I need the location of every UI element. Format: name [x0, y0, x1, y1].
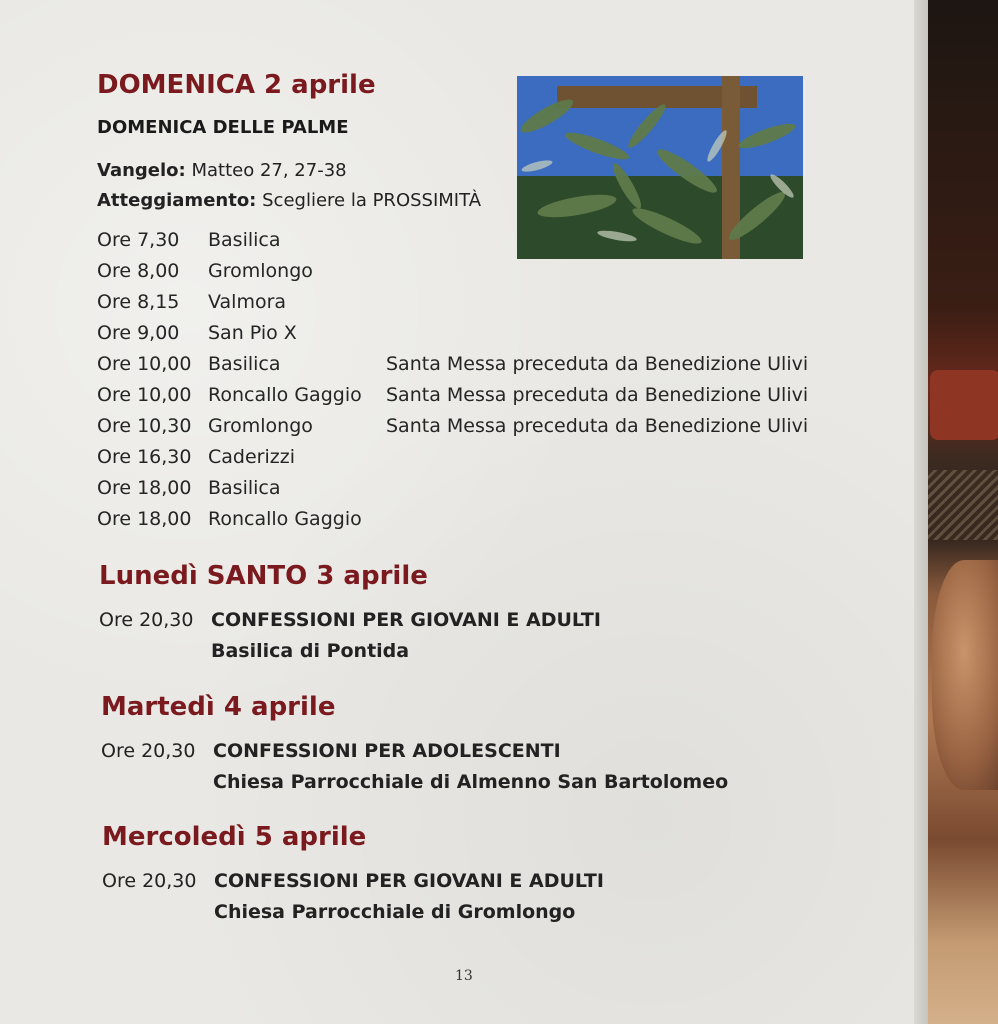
day3-time: Ore 20,30	[101, 740, 196, 762]
schedule-place: Basilica	[208, 229, 281, 251]
painting-crown-of-thorns	[928, 470, 998, 540]
atteggiamento-line	[97, 190, 481, 211]
schedule-time: Ore 16,30	[97, 446, 192, 468]
schedule-place: San Pio X	[208, 322, 297, 344]
day4-place: Chiesa Parrocchiale di Gromlongo	[214, 901, 576, 923]
vangelo-value: Matteo 27, 27-38	[191, 160, 347, 181]
day4-time: Ore 20,30	[102, 870, 197, 892]
vangelo-line	[97, 160, 347, 181]
vangelo-label: Vangelo:	[97, 160, 186, 181]
schedule-time: Ore 10,00	[97, 353, 192, 375]
day2-heading: Lunedì SANTO 3 aprile	[99, 561, 428, 591]
schedule-place: Roncallo Gaggio	[208, 508, 362, 530]
atteggiamento-label: Atteggiamento:	[97, 190, 257, 211]
schedule-time: Ore 8,15	[97, 291, 180, 313]
day3-title: CONFESSIONI PER ADOLESCENTI	[213, 740, 561, 762]
schedule-place: Roncallo Gaggio	[208, 384, 362, 406]
schedule-time: Ore 10,00	[97, 384, 192, 406]
day4-heading: Mercoledì 5 aprile	[102, 822, 367, 852]
schedule-place: Valmora	[208, 291, 287, 313]
day1-heading: DOMENICA 2 aprile	[97, 70, 376, 100]
schedule-place: Gromlongo	[208, 260, 313, 282]
schedule-place: Basilica	[208, 353, 281, 375]
schedule-place: Basilica	[208, 477, 281, 499]
schedule-place: Gromlongo	[208, 415, 313, 437]
schedule-time: Ore 9,00	[97, 322, 180, 344]
schedule-time: Ore 10,30	[97, 415, 192, 437]
crucifixion-painting-image	[928, 0, 998, 1024]
painting-face	[932, 560, 998, 790]
page-number: 13	[455, 968, 473, 984]
day3-heading: Martedì 4 aprile	[101, 692, 336, 722]
schedule-time: Ore 7,30	[97, 229, 180, 251]
day4-title: CONFESSIONI PER GIOVANI E ADULTI	[214, 870, 604, 892]
atteggiamento-value: Scegliere la PROSSIMITÀ	[262, 190, 482, 211]
painting-red-detail	[930, 370, 998, 440]
schedule-note: Santa Messa preceduta da Benedizione Ulivi	[386, 353, 809, 375]
schedule-note: Santa Messa preceduta da Benedizione Ulivi	[386, 415, 809, 437]
day2-time: Ore 20,30	[99, 609, 194, 631]
olive-branches-photo	[517, 76, 803, 259]
olive-photo-illustration	[517, 76, 803, 259]
day3-place: Chiesa Parrocchiale di Almenno San Bartolomeo	[213, 771, 729, 793]
schedule-place: Caderizzi	[208, 446, 295, 468]
day2-place: Basilica di Pontida	[211, 640, 410, 662]
schedule-time: Ore 18,00	[97, 477, 192, 499]
day2-title: CONFESSIONI PER GIOVANI E ADULTI	[211, 609, 601, 631]
day1-subheading: DOMENICA DELLE PALME	[97, 117, 349, 138]
schedule-note: Santa Messa preceduta da Benedizione Ulivi	[386, 384, 809, 406]
schedule-time: Ore 18,00	[97, 508, 192, 530]
schedule-time: Ore 8,00	[97, 260, 180, 282]
